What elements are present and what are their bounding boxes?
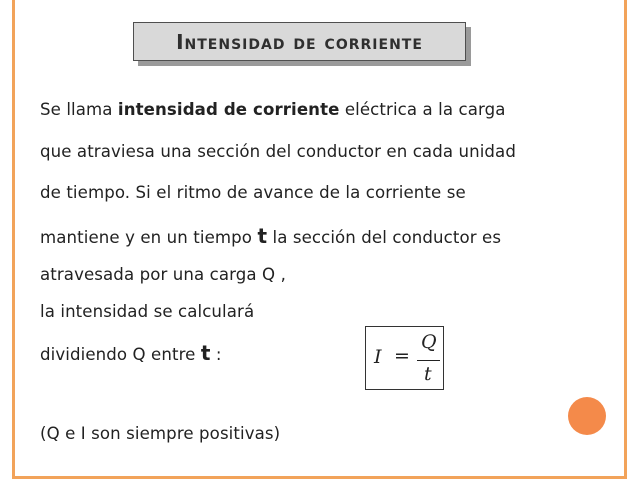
text-line-7-a: dividiendo Q entre bbox=[40, 345, 201, 364]
formula-numerator: Q bbox=[421, 331, 437, 353]
formula-lhs: I bbox=[374, 346, 382, 368]
formula-denominator: t bbox=[424, 363, 432, 385]
text-line-7-b: : bbox=[210, 345, 222, 364]
time-symbol: t bbox=[200, 341, 211, 365]
text-line-2: que atraviesa una sección del conductor en cada unidad bbox=[40, 142, 516, 161]
text-line-4 bbox=[40, 224, 501, 248]
text-line-3: de tiempo. Si el ritmo de avance de la corriente se bbox=[40, 183, 466, 202]
text-line-1 bbox=[40, 100, 506, 119]
text-line-1-b: eléctrica a la carga bbox=[339, 100, 506, 119]
slide-title: Intensidad de corriente bbox=[176, 29, 423, 54]
decorative-circle bbox=[568, 397, 606, 435]
intensity-term: intensidad de corriente bbox=[117, 100, 340, 119]
title-box bbox=[133, 22, 466, 61]
text-line-7 bbox=[40, 341, 222, 365]
text-line-4-b: la sección del conductor es bbox=[267, 228, 502, 247]
formula-box bbox=[365, 326, 444, 390]
text-line-6: la intensidad se calculará bbox=[40, 302, 255, 321]
fraction-bar bbox=[417, 360, 440, 361]
text-line-1-a: Se llama bbox=[40, 100, 118, 119]
formula-equals: = bbox=[394, 345, 410, 367]
left-border bbox=[12, 0, 15, 479]
time-symbol: t bbox=[257, 224, 268, 248]
text-line-4-a: mantiene y en un tiempo bbox=[40, 228, 258, 247]
text-line-5: atravesada por una carga Q , bbox=[40, 265, 286, 284]
right-border bbox=[624, 0, 627, 479]
text-line-8: (Q e I son siempre positivas) bbox=[40, 424, 281, 443]
